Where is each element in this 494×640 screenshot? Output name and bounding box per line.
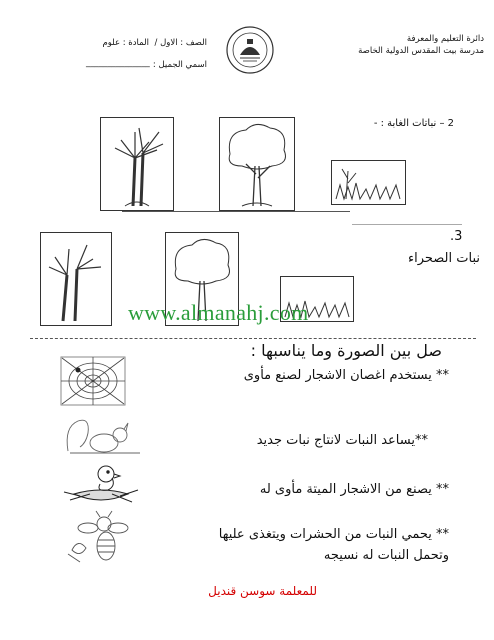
- school-logo: [225, 25, 275, 75]
- grass-image: [331, 160, 406, 205]
- divider-line-short: [352, 224, 462, 225]
- section2-title: 2 – نباتات الغابة : -: [373, 118, 454, 129]
- match-item-3: ** يصنع من الاشجار الميتة مأوى له: [259, 482, 449, 497]
- dashed-separator: [30, 338, 476, 339]
- watermark: www.almanahj.com: [128, 300, 309, 325]
- bird-nest-image[interactable]: [60, 460, 142, 506]
- subject-label: المادة : علوم: [102, 38, 149, 48]
- match-item-4-continuation: وتحمل النبات له نسيجه: [323, 548, 449, 563]
- match-item-1: ** يستخدم اغصان الاشجار لصنع مأوى: [243, 368, 449, 383]
- name-label: اسمي الجميل :: [152, 60, 207, 70]
- squirrel-image[interactable]: [60, 413, 146, 457]
- match-item-2: **يساعد النبات لانتاج نبات جديد: [256, 433, 428, 448]
- school-name: مدرسة بيت المقدس الدولية الخاصة: [358, 46, 484, 56]
- matching-title: صل بين الصورة وما يناسبها :: [250, 341, 442, 360]
- desert-palm-image: [40, 232, 112, 326]
- directorate-text: دائرة التعليم والمعرفة: [406, 34, 484, 44]
- section3-title: نبات الصحراء: [407, 251, 480, 266]
- teacher-name: للمعلمة سوسن قنديل: [208, 584, 317, 598]
- section3-number: .3: [450, 229, 463, 244]
- name-blank-line[interactable]: _______________: [86, 58, 150, 68]
- tree-image: [219, 117, 295, 211]
- match-item-4: ** يحمي النبات من الحشرات ويتغذى عليها: [218, 527, 449, 542]
- grade-label: الصف : الاول /: [154, 38, 207, 48]
- palm-tree-image: [100, 117, 174, 211]
- spider-web-image[interactable]: [60, 356, 126, 406]
- bee-image[interactable]: [64, 510, 142, 566]
- divider-line: [122, 211, 350, 212]
